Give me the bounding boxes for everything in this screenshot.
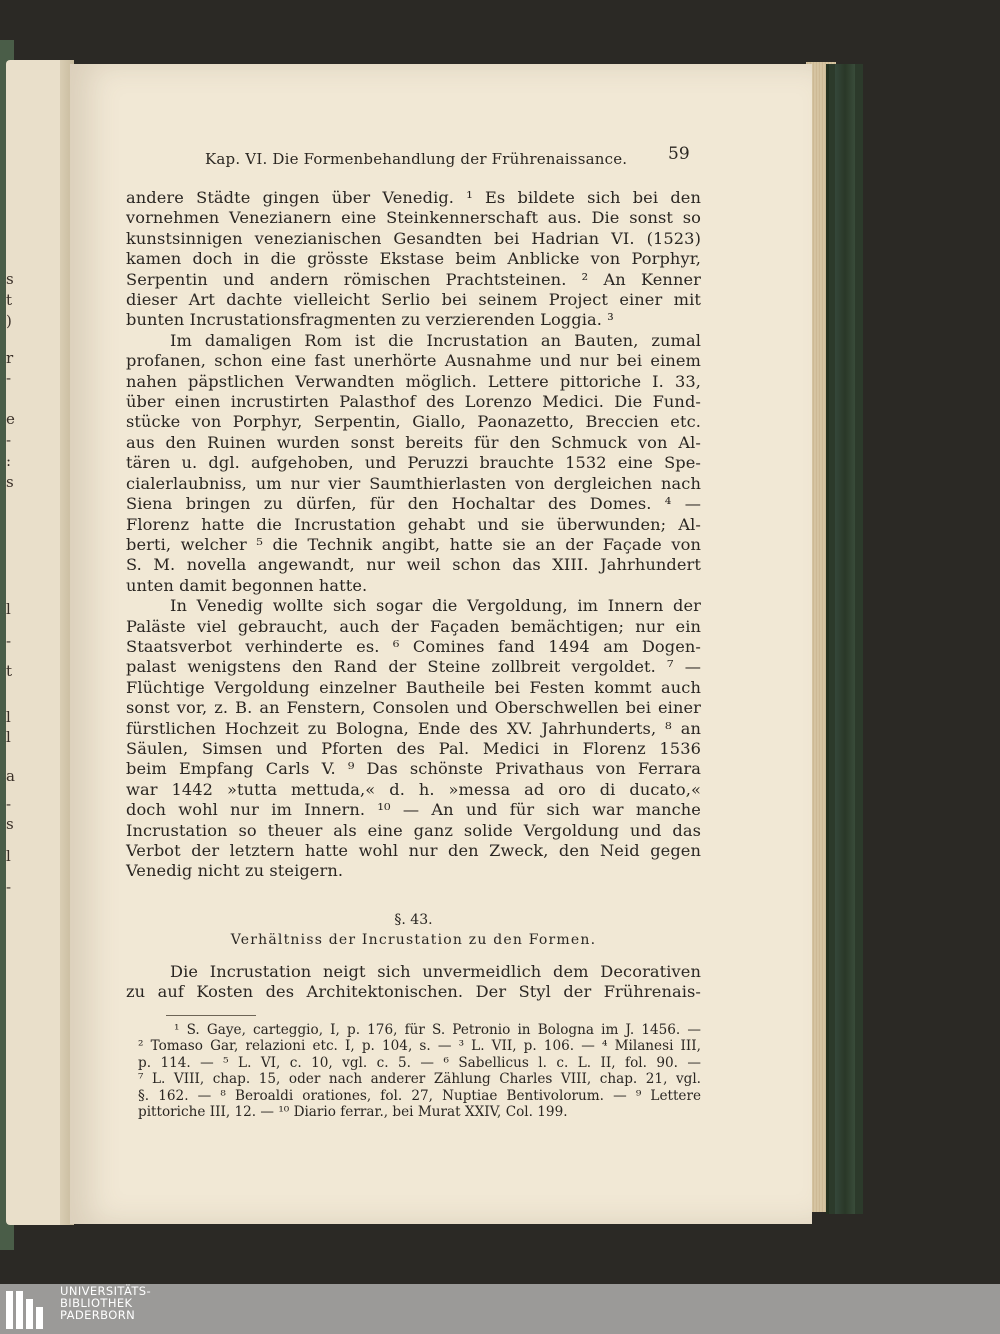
- text-line: vornehmen Venezianern eine Steinkennerschaft aus. Die sonst so: [126, 208, 701, 228]
- left-fragment: r: [6, 349, 14, 367]
- footnote-line: ¹ S. Gaye, carteggio, I, p. 176, für S. Petronio in Bologna im J. 1456. —: [174, 1022, 701, 1038]
- body-text: [126, 188, 701, 882]
- text-line: Incrustation so theuer als eine ganz solide Vergoldung und das: [126, 820, 701, 840]
- left-fragment: s: [6, 270, 14, 288]
- logo-line: UNIVERSITÄTS-: [60, 1284, 152, 1298]
- left-fragment: s: [6, 815, 14, 833]
- left-fragment: ): [6, 312, 12, 330]
- footnote-line: ² Tomaso Gar, relazioni etc. I, p. 104, s. — ³ L. VII, p. 106. — ⁴ Milanesi III,: [138, 1038, 701, 1055]
- footnotes: [138, 1022, 701, 1120]
- text-line: tären u. dgl. aufgehoben, und Peruzzi brauchte 1532 eine Spe-: [126, 453, 701, 473]
- text-line: sonst vor, z. B. an Fenstern, Consolen und Oberschwellen bei einer: [126, 698, 701, 718]
- section-heading: [126, 912, 701, 948]
- text-line: über einen incrustirten Palasthof des Lorenzo Medici. Die Fund-: [126, 392, 701, 412]
- left-fragment: -: [6, 632, 12, 650]
- text-line: Säulen, Simsen und Pforten des Pal. Medici in Florenz 1536: [126, 738, 701, 758]
- text-line: S. M. novella angewandt, nur weil schon das XIII. Jahrhundert: [126, 555, 701, 575]
- left-fragment: l: [6, 708, 11, 726]
- left-fragment: -: [6, 431, 12, 449]
- text-line: zu auf Kosten des Architektonischen. Der Styl der Frührenais-: [126, 982, 701, 1002]
- text-line: Flüchtige Vergoldung einzelner Bautheile bei Festen kommt auch: [126, 677, 701, 697]
- left-fragment: -: [6, 795, 12, 813]
- left-fragment: t: [6, 291, 13, 309]
- text-line: Die Incrustation neigt sich unvermeidlich dem Decorativen: [170, 962, 701, 981]
- section-intro: [126, 962, 701, 1003]
- text-line: Paläste viel gebraucht, auch der Façaden bemächtigen; nur ein: [126, 616, 701, 636]
- left-fragment: l: [6, 600, 11, 618]
- text-line: doch wohl nur im Innern. ¹⁰ — An und für sich war manche: [126, 800, 701, 820]
- left-fragment: e: [6, 410, 15, 428]
- text-line: nahen päpstlichen Verwandten möglich. Lettere pittoriche I. 33,: [126, 371, 701, 391]
- left-fragment: s: [6, 473, 14, 491]
- logo-line: PADERBORN: [60, 1307, 136, 1322]
- text-line: profanen, schon eine fast unerhörte Ausnahme und nur bei einem: [126, 351, 701, 371]
- left-fragment: :: [6, 452, 12, 470]
- footnote-line: ⁷ L. VIII, chap. 15, oder nach anderer Zählung Charles VIII, chap. 21, vgl.: [138, 1071, 701, 1088]
- left-fragment: a: [6, 767, 15, 785]
- text-line: dieser Art dachte vielleicht Serlio bei seinem Project einer mit: [126, 290, 701, 310]
- left-fragment: -: [6, 369, 12, 387]
- cover-band: [835, 64, 855, 1214]
- footnote-line: §. 162. — ⁸ Beroaldi orationes, fol. 27, Nuptiae Bentivolorum. — ⁹ Lettere: [138, 1087, 701, 1104]
- section-title: Verhältniss der Incrustation zu den Formen.: [230, 932, 597, 948]
- text-line: unten damit begonnen hatte.: [126, 575, 368, 595]
- footnote-line: pittoriche III, 12. — ¹⁰ Diario ferrar., bei Murat XXIV, Col. 199.: [138, 1104, 568, 1121]
- section-number: §. 43.: [394, 912, 433, 928]
- text-line: bunten Incrustationsfragmenten zu verzierenden Loggia. ³: [126, 310, 614, 330]
- right-cover: [826, 64, 863, 1214]
- left-page-edge: [6, 60, 66, 1225]
- text-line: cialerlaubniss, um nur vier Saumthierlasten von dergleichen nach: [126, 473, 701, 493]
- text-line: stücke von Porphyr, Serpentin, Giallo, Paonazetto, Breccien etc.: [126, 412, 701, 432]
- text-line: fürstlichen Hochzeit zu Bologna, Ende des XV. Jahrhunderts, ⁸ an: [126, 718, 701, 738]
- text-line: beim Empfang Carls V. ⁹ Das schönste Privathaus von Ferrara: [126, 759, 701, 779]
- text-line: aus den Ruinen wurden sonst bereits für den Schmuck von Al-: [126, 432, 701, 452]
- text-line: kamen doch in die grösste Ekstase beim Anblicke von Porphyr,: [126, 249, 701, 269]
- text-line: Venedig nicht zu steigern.: [126, 861, 344, 881]
- text-line: andere Städte gingen über Venedig. ¹ Es bildete sich bei den: [126, 188, 701, 207]
- text-line: In Venedig wollte sich sogar die Vergoldung, im Innern der: [170, 596, 701, 616]
- left-fragment: t: [6, 662, 13, 680]
- left-fragment: l: [6, 728, 11, 746]
- text-line: Serpentin und andern römischen Prachtsteinen. ² An Kenner: [126, 269, 701, 289]
- logo-line: BIBLIOTHEK: [60, 1295, 133, 1310]
- text-line: kunstsinnigen venezianischen Gesandten bei Hadrian VI. (1523): [126, 228, 701, 248]
- text-line: Siena bringen zu dürfen, für den Hochaltar des Domes. ⁴ —: [126, 494, 701, 514]
- running-head: Kap. VI. Die Formenbehandlung der Frührenaissance.: [205, 150, 628, 168]
- text-line: Im damaligen Rom ist die Incrustation an Bauten, zumal: [170, 330, 701, 350]
- page-number: 59: [668, 144, 690, 164]
- text-line: war 1442 »tutta mettuda,« d. h. »messa ad oro di ducato,«: [126, 779, 701, 799]
- text-line: berti, welcher ⁵ die Technik angibt, hatte sie an der Façade von: [126, 534, 701, 554]
- footnote-line: p. 114. — ⁵ L. VI, c. 10, vgl. c. 5. — ⁶ Sabellicus l. c. L. II, fol. 90. —: [138, 1054, 701, 1071]
- footnote-rule: [166, 1015, 256, 1016]
- book-page: [70, 64, 812, 1224]
- text-line: Verbot der letztern hatte wohl nur den Zweck, den Neid gegen: [126, 841, 701, 860]
- text-line: Staatsverbot verhinderte es. ⁶ Comines fand 1494 am Dogen-: [126, 636, 701, 656]
- text-line: palast wenigstens den Rand der Steine zollbreit vergoldet. ⁷ —: [126, 657, 701, 677]
- left-fragment: l: [6, 847, 11, 865]
- left-fragment: -: [6, 878, 12, 896]
- library-logo-icon: [4, 1289, 48, 1331]
- text-line: Florenz hatte die Incrustation gehabt und sie überwunden; Al-: [126, 514, 701, 534]
- library-logo-text: [60, 1286, 151, 1321]
